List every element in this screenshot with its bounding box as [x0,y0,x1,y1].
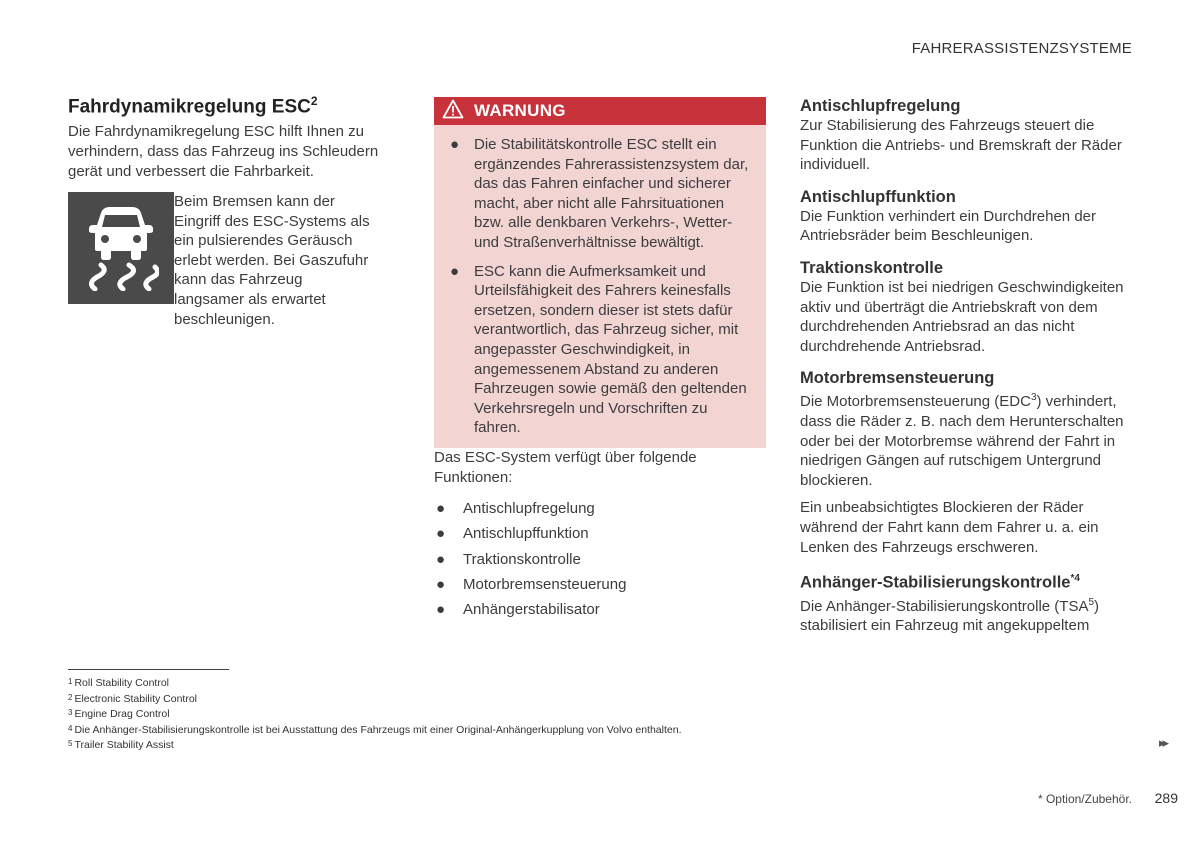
section-heading: Anhänger-Stabilisierungskontrolle$^{*4}$ [800,573,1080,592]
section-text: Zur Stabilisierung des Fahrzeugs steuert die Funktion die Antriebs- und Bremskraft der Räder individuell. [800,117,1122,174]
bullet: ● [436,525,446,543]
warning-header [434,97,766,125]
functions-list [434,499,766,625]
section-header: FAHRERASSISTENZSYSTEME [911,40,1132,57]
double-arrow-right-icon: ▸▸ [1158,735,1166,750]
esc-icon-description: Beim Bremsen kann der Eingriff des ESC-Systems als ein pulsierendes Geräusch erlebt werden. Bei Gaszufuhr kann das Fahrzeug langsamer als erwartet beschleunigen. [174,193,370,328]
footnote: 4 Die Anhänger-Stabilisierungskontrolle ist bei Ausstattung des Fahrzeugs mit einer Original-Anhängerkupplung von Volvo enthalten. [68,723,682,736]
section-text: Die Funktion ist bei niedrigen Geschwindigkeiten aktiv und überträgt die Antriebskraft von dem durchdrehenden Antriebsrad an das nicht durchdrehende Antriebsrad. [800,278,1124,355]
warning-box [434,97,766,448]
section-heading: Antischlupffunktion [800,187,956,206]
list-item: ● Traktionskontrolle [436,550,581,568]
bullet: ● [450,136,460,153]
functions-intro: Das ESC-System verfügt über folgende Funktionen: [434,448,697,486]
footnote-divider [68,669,229,670]
list-item: ● Antischlupffunktion [436,525,589,543]
section-text: Die Motorbremsensteuerung (EDC$^3$) verhindert, dass die Räder z. B. nach dem Herunterschalten oder bei der Motorbremse während der Fahrt in niedrigen Gängen auf rutschigem Untergrund blockieren. [800,392,1124,489]
warning-column [434,97,766,626]
option-note: * Option/Zubehör. [1037,792,1132,806]
page-number: 289 [1154,790,1178,806]
section-heading: Antischlupfregelung [800,97,961,115]
bullet: ● [436,601,446,619]
warning-list [434,125,766,448]
section-text: Ein unbeabsichtigtes Blockieren der Räder während der Fahrt kann dem Fahrer u. a. ein Lenken des Fahrzeugs erschweren. [800,499,1099,556]
esc-column [68,94,403,329]
footnotes [68,675,681,753]
section-traktionskontrolle [800,258,1136,356]
section-anhaenger-stabilisierung [800,569,1136,636]
footnote: 3 Engine Drag Control [68,708,170,720]
bullet: ● [436,500,446,518]
section-motorbremsensteuerung [800,368,1136,557]
section-antischlupfregelung [800,96,1136,175]
warning-triangle-icon [442,99,464,124]
section-antischlupffunktion [800,187,1136,246]
list-item: ● Motorbremsensteuerung [436,575,627,593]
functions-detail-column [800,96,1136,648]
bullet: ● [436,575,446,593]
section-text: Die Anhänger-Stabilisierungskontrolle (TSA$^5$) stabilisiert ein Fahrzeug mit angekuppeltem [800,596,1100,635]
warning-item: ● ESC kann die Aufmerksamkeit und Urteilsfähigkeit des Fahrers keinesfalls ersetzen, sondern dieser ist stets dafür verantwortlich, das Fahrzeug sicher, mit angepasster Geschwindigkeit, in angemessenem Abstand zu anderen Fahrzeugen sowie gemäß den geltenden Verkehrsregeln und Vorschriften zu fahren. [450,262,747,437]
section-text: Die Funktion verhindert ein Durchdrehen der Antriebsräder beim Beschleunigen. [800,207,1096,245]
bullet: ● [436,550,446,568]
footnote: 1 Roll Stability Control [68,677,169,689]
esc-intro-text: Die Fahrdynamikregelung ESC hilft Ihnen zu verhindern, dass das Fahrzeug ins Schleudern gerät und verbessert die Fahrbarkeit. [68,123,379,180]
section-heading: Traktionskontrolle [800,258,944,277]
list-item: ● Antischlupfregelung [436,500,595,518]
page-title: Fahrdynamikregelung ESC$^2$ [68,94,318,118]
footnote: 2 Electronic Stability Control [68,692,198,705]
warning-title: WARNUNG [474,101,566,120]
bullet: ● [450,262,460,280]
warning-item: ● Die Stabilitätskontrolle ESC stellt ein ergänzendes Fahrerassistenzsystem dar, das das Fahren einfacher und sicherer macht, aber nicht alle Fahrsituationen bzw. alle denkbaren Verkehrs-, Wetter- und Straßenverhältnisse bewältigt. [450,136,749,251]
esc-skid-car-icon [68,192,174,304]
footnote: 5 Trailer Stability Assist [68,739,174,751]
section-heading: Motorbremsensteuerung [800,369,995,388]
list-item: ● Anhängerstabilisator [436,601,600,619]
